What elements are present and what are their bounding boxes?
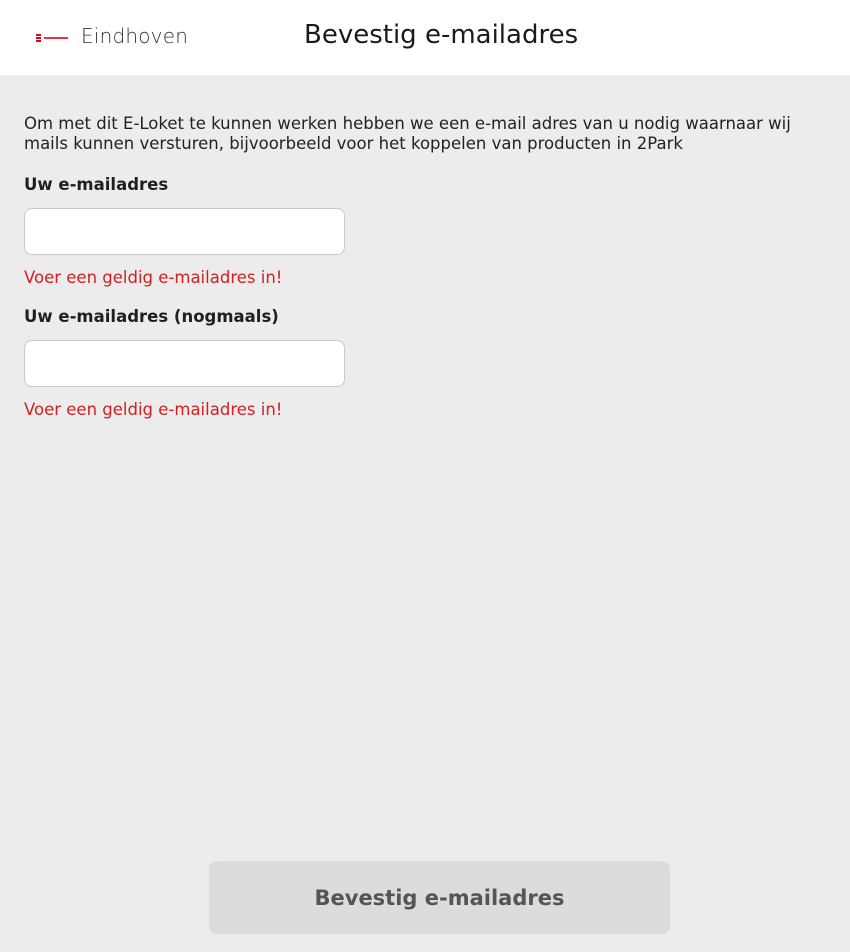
- brand-name[interactable]: Eindhoven: [81, 24, 189, 48]
- eindhoven-logo-icon[interactable]: [36, 33, 70, 43]
- email-confirm-label: Uw e-mailadres (nogmaals): [24, 307, 279, 326]
- email-label: Uw e-mailadres: [24, 175, 169, 194]
- confirm-email-button[interactable]: Bevestig e-mailadres: [209, 861, 670, 934]
- page-title: Bevestig e-mailadres: [304, 20, 579, 50]
- email-confirm-field[interactable]: [24, 340, 345, 387]
- email-confirm-error-message: Voer een geldig e-mailadres in!: [24, 400, 283, 419]
- app-header: [0, 0, 850, 75]
- logo-mark: [36, 33, 70, 43]
- email-error-message: Voer een geldig e-mailadres in!: [24, 268, 283, 287]
- intro-text: Om met dit E-Loket te kunnen werken hebben we een e-mail adres van u nodig waarnaar wij mails kunnen versturen, bijvoorbeeld voor het koppelen van producten in 2Park: [24, 114, 791, 153]
- email-field[interactable]: [24, 208, 345, 255]
